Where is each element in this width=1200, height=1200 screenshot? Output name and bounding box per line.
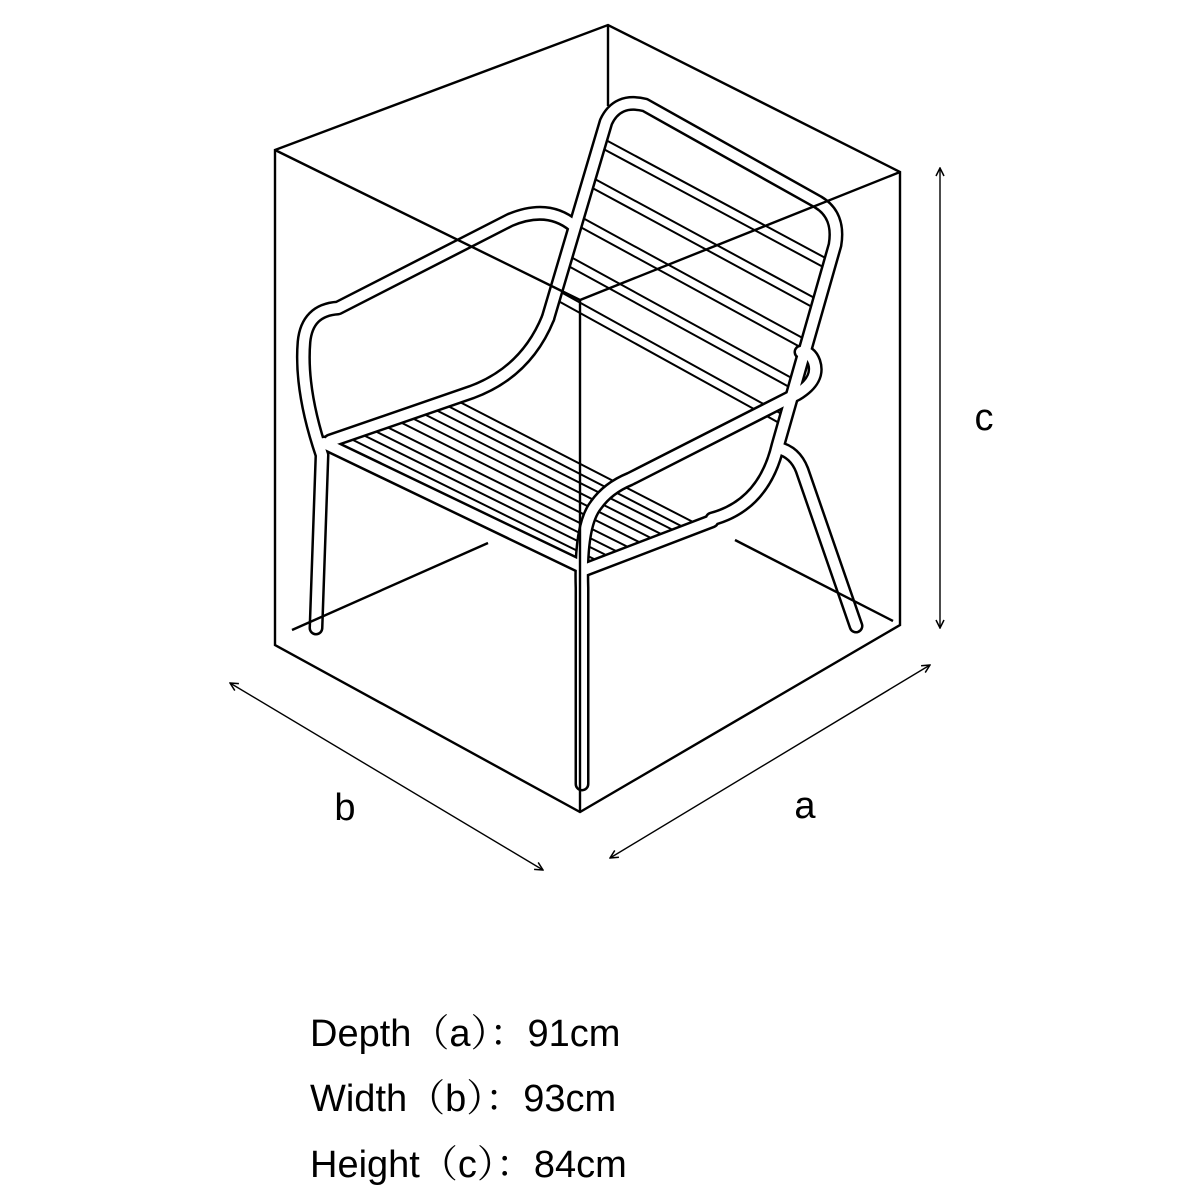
dimension-specs [310,1013,627,1186]
width-dimension-line [230,683,543,870]
depth-label: a [794,785,816,827]
height-label: c [974,397,994,439]
depth-spec: Depth（a）：91cm [310,1013,621,1055]
right-back-leg-fill [778,448,856,626]
height-spec: Height（c）：84cm [310,1144,627,1186]
width-label: b [334,787,356,829]
depth-dimension-line [610,665,930,858]
width-spec: Width（b）：93cm [310,1078,617,1120]
box-back-bottom-right-edge [735,540,893,621]
